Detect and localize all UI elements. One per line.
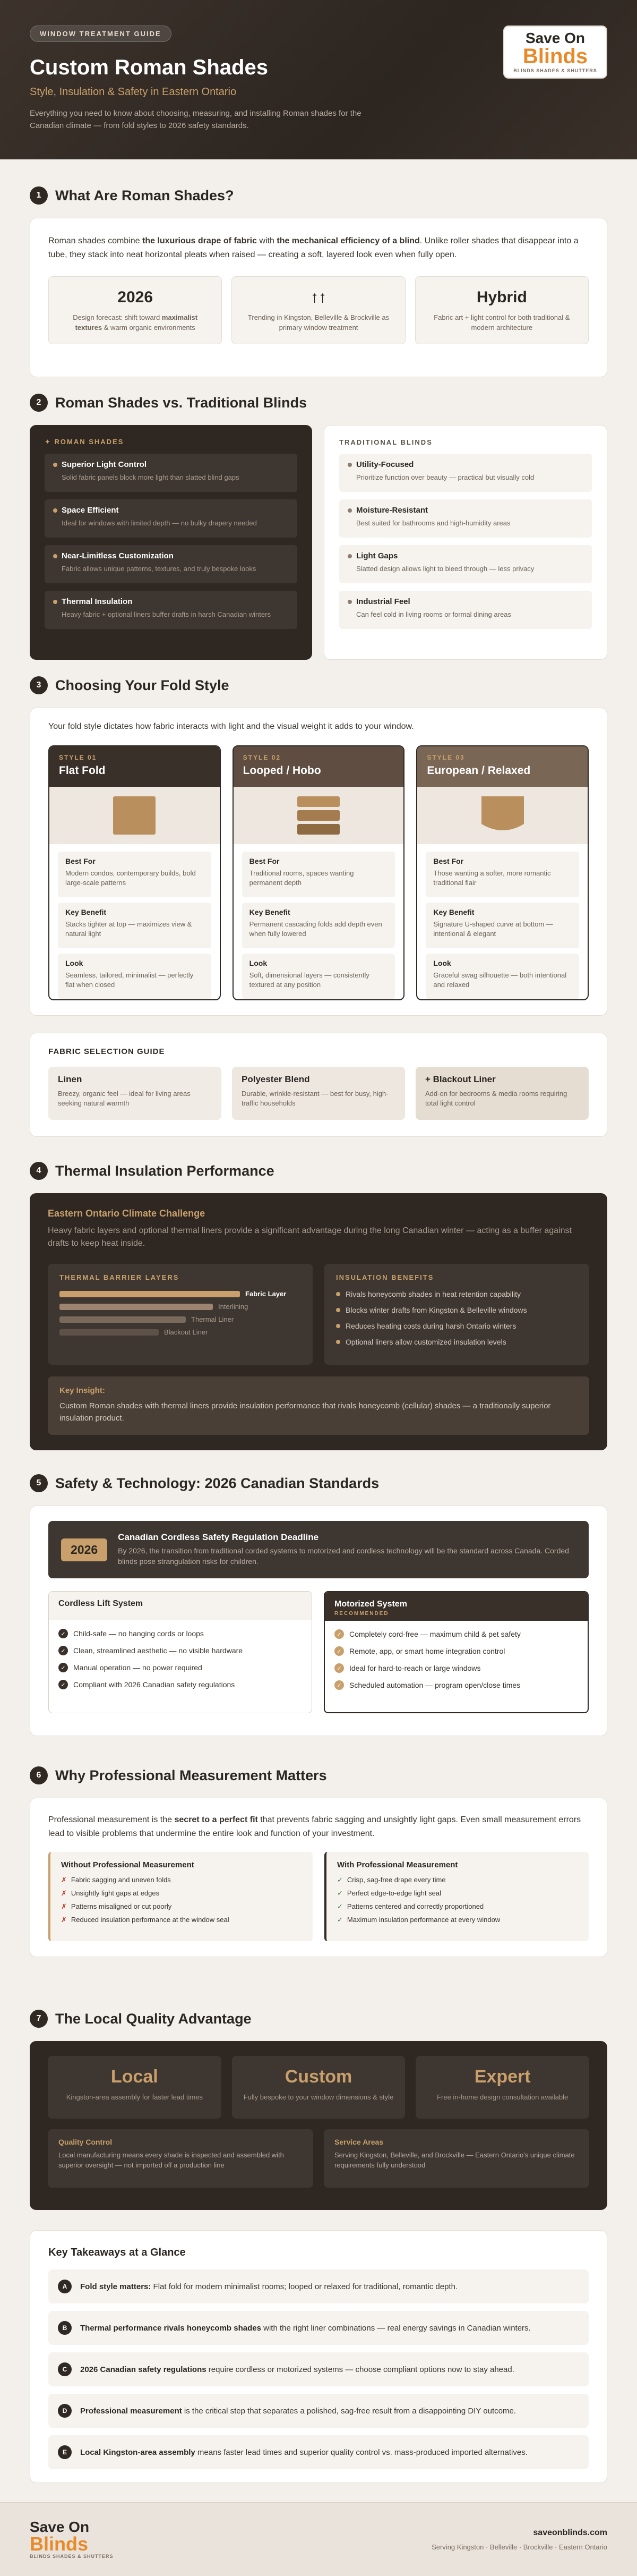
feature-item: Space Efficient Ideal for windows with limited depth — no bulky drapery needed (45, 499, 297, 538)
stat-card (48, 276, 222, 344)
bullet-icon (53, 508, 57, 513)
thermal-layers-box: THERMAL BARRIER LAYERS Fabric Layer Interlining Thermal Liner Blackout Liner (48, 1264, 313, 1365)
bullet-icon (348, 600, 352, 604)
check-icon: ✓ (337, 1916, 343, 1924)
advantage-stat: Local Kingston-area assembly for faster lead times (48, 2056, 221, 2119)
brand-logo[interactable] (503, 25, 607, 79)
section-title: The Local Quality Advantage (55, 2010, 252, 2027)
section-measurement (30, 1765, 607, 1957)
cross-icon: ✗ (61, 1889, 67, 1898)
check-icon: ✓ (58, 1629, 68, 1638)
fabric-option-blackout[interactable]: + Blackout Liner Add-on for bedrooms & media rooms requiring total light control (416, 1067, 589, 1120)
check-icon: ✓ (58, 1646, 68, 1655)
advantage-stats (48, 2056, 589, 2119)
feature-item: Light Gaps Slatted design allows light to bleed through — less privacy (339, 545, 592, 583)
stat-card (231, 276, 405, 344)
measurement-card (30, 1798, 607, 1957)
traditional-blinds-column (324, 425, 607, 660)
section-number: 5 (30, 1474, 48, 1492)
layer-label: Interlining (218, 1303, 248, 1311)
logo-text-main: Blinds (522, 45, 588, 68)
stat-caption: Design forecast: shift toward maximalist textures & warm organic environments (73, 313, 198, 332)
with-pro-list: With Professional Measurement ✓ Crisp, sag-free drape every time ✓ Perfect edge-to-edge light seal ✓ Patterns centered and correctly proportioned ✓ Maximum insulation performance at every window (324, 1852, 589, 1941)
style-cards (48, 745, 589, 1000)
check-icon: ✓ (334, 1663, 344, 1673)
feature-item: Industrial Feel Can feel cold in living rooms or formal dining areas (339, 591, 592, 629)
takeaway-item: D Professional measurement is the critical step that separates a polished, sag-free result from a disappointing DIY outcome. (48, 2394, 589, 2428)
advantage-stat: Custom Fully bespoke to your window dimensions & style (232, 2056, 406, 2119)
banner-desc: By 2026, the transition from traditional corded systems to motorized and cordless technology will be the standard across Canada. Corded blinds pose strangulation risks for children. (118, 1546, 569, 1566)
stat-row (48, 276, 589, 344)
comparison-columns (30, 425, 607, 660)
section-title: Safety & Technology: 2026 Canadian Standards (55, 1475, 380, 1491)
section-safety (30, 1473, 607, 1736)
section-title: What Are Roman Shades? (55, 187, 234, 203)
column-label: TRADITIONAL BLINDS (339, 438, 433, 446)
climate-challenge-title: Eastern Ontario Climate Challenge (48, 1208, 205, 1219)
check-icon: ✓ (334, 1629, 344, 1639)
feature-item: Thermal Insulation Heavy fabric + optional liners buffer drafts in harsh Canadian winters (45, 591, 297, 629)
bullet-icon (336, 1324, 340, 1328)
hero-header (0, 0, 637, 159)
takeaway-item: A Fold style matters: Flat fold for modern minimalist rooms; looped or relaxed for traditional, romantic depth. (48, 2269, 589, 2303)
feature-item: Moisture-Resistant Best suited for bathrooms and high-humidity areas (339, 499, 592, 538)
feature-item: Superior Light Control Solid fabric panels block more light than slatted blind gaps (45, 454, 297, 492)
section-heading (30, 392, 607, 413)
column-label: ✦ ROMAN SHADES (45, 438, 124, 446)
thermal-card (30, 1193, 607, 1450)
section-number: 6 (30, 1766, 48, 1784)
benefit-item: Optional liners allow customized insulation levels (336, 1338, 578, 1346)
insulation-benefits-box: INSULATION BENEFITS Rivals honeycomb shades in heat retention capability Blocks winter drafts from Kingston & Belleville windows Reduces heating costs during harsh Ontario winters Optional liners allow customized insulation levels (324, 1264, 589, 1365)
layer-row (59, 1315, 301, 1323)
section-what-are-roman-shades (30, 185, 607, 377)
check-icon: ✓ (58, 1663, 68, 1672)
fabric-guide-card (30, 1033, 607, 1137)
cordless-option[interactable]: Cordless Lift System ✓ Child-safe — no hanging cords or loops ✓ Clean, streamlined aesthetic — no visible hardware ✓ Manual operation — no power required ✓ Compliant with 2026 Canadian safety regulations (48, 1591, 312, 1713)
section-comparison (30, 392, 607, 660)
section-heading (30, 2008, 607, 2029)
style-card-european[interactable]: STYLE 03 European / Relaxed Best For Those wanting a softer, more romantic traditional flair Key Benefit Signature U-shaped curve at bottom — intentional & elegant Look Graceful swag silhouette — both intentional and relaxed (416, 745, 589, 1000)
fabric-option-linen[interactable]: Linen Breezy, organic feel — ideal for living areas seeking natural warmth (48, 1067, 221, 1120)
page-footer (0, 2502, 637, 2576)
bullet-icon (348, 508, 352, 513)
style-card-flat-fold[interactable]: STYLE 01 Flat Fold Best For Modern condos, contemporary builds, bold large-scale patterns Key Benefit Stacks tighter at top — maximizes view & natural light Look Seamless, tailored, minimalist — perfectly flat when closed (48, 745, 221, 1000)
thermal-grid (48, 1264, 589, 1365)
layer-bar (59, 1304, 213, 1310)
takeaway-item: E Local Kingston-area assembly means faster lead times and superior quality control vs. mass-produced imported alternatives. (48, 2435, 589, 2469)
style-card-looped[interactable]: STYLE 02 Looped / Hobo Best For Traditional rooms, spaces wanting permanent depth Key Benefit Permanent cascading folds add depth even when fully lowered Look Soft, dimensional layers — consistently textured at any position (233, 745, 405, 1000)
layer-label: Blackout Liner (164, 1328, 208, 1336)
bullet-icon (336, 1292, 340, 1296)
takeaway-item: C 2026 Canadian safety regulations require cordless or motorized systems — choose compliant options now to stay ahead. (48, 2352, 589, 2386)
bullet-icon (53, 600, 57, 604)
key-insight: Key Insight: Custom Roman shades with thermal liners provide insulation performance that rivals honeycomb (cellular) shades — a traditionally superior insulation product. (48, 1376, 589, 1435)
benefit-item: Rivals honeycomb shades in heat retention capability (336, 1290, 578, 1298)
measurement-intro: Professional measurement is the secret to a perfect fit that prevents fabric sagging and unsightly light gaps. Even small measurement errors lead to visible problems that undermine the entire look and function of your investment. (48, 1815, 581, 1838)
section-heading (30, 185, 607, 206)
section-title: Why Professional Measurement Matters (55, 1767, 327, 1783)
page-title: Custom Roman Shades (30, 56, 268, 79)
fold-intro: Your fold style dictates how fabric interacts with light and the visual weight it adds to your window. (48, 722, 414, 731)
layer-label: Fabric Layer (245, 1290, 287, 1298)
section-number: 2 (30, 394, 48, 412)
stat-card (415, 276, 589, 344)
fabric-options (48, 1067, 589, 1120)
roman-shades-column (30, 425, 312, 660)
bullet-icon (53, 554, 57, 558)
banner-title: Canadian Cordless Safety Regulation Deadline (118, 1532, 319, 1543)
stat-caption: Fabric art + light control for both traditional & modern architecture (434, 313, 570, 332)
layer-row (59, 1328, 301, 1336)
feature-item: Near-Limitless Customization Fabric allows unique patterns, textures, and truly bespoke looks (45, 545, 297, 583)
section-local-quality (30, 2008, 607, 2210)
layer-bar (59, 1329, 159, 1336)
check-icon: ✓ (337, 1902, 343, 1911)
logo-tagline: BLINDS SHADES & SHUTTERS (513, 68, 597, 73)
quality-control-box: Quality Control Local manufacturing means every shade is inspected and assembled with superior oversight — not imported off a production line (48, 2129, 313, 2188)
website-link[interactable]: saveonblinds.com (533, 2528, 607, 2537)
layer-label: Thermal Liner (191, 1315, 234, 1323)
check-icon: ✓ (334, 1680, 344, 1690)
fabric-option-polyester[interactable]: Polyester Blend Durable, wrinkle-resistant — best for busy, high-traffic households (232, 1067, 405, 1120)
section-number: 7 (30, 2010, 48, 2028)
section-heading (30, 1473, 607, 1494)
section-thermal (30, 1160, 607, 1450)
local-quality-card (30, 2041, 607, 2210)
feature-item: Utility-Focused Prioritize function over beauty — practical but visually cold (339, 454, 592, 492)
looped-fold-icon (234, 787, 404, 844)
regulation-banner (48, 1521, 589, 1578)
without-pro-list: Without Professional Measurement ✗ Fabric sagging and uneven folds ✗ Unsightly light gaps at edges ✗ Patterns misaligned or cut poorly ✗ Reduced insulation performance at the window seal (48, 1852, 313, 1941)
check-icon: ✓ (334, 1646, 344, 1656)
logo-text-top: Save On (525, 30, 586, 46)
bullet-icon (348, 554, 352, 558)
layer-bar (59, 1291, 240, 1297)
check-icon: ✓ (58, 1680, 68, 1689)
layer-row (59, 1303, 301, 1311)
section-heading (30, 1765, 607, 1786)
stat-caption: Trending in Kingston, Belleville & Brockville as primary window treatment (247, 313, 390, 332)
fold-styles-card (30, 708, 607, 1016)
check-icon: ✓ (337, 1889, 343, 1898)
section-title: Thermal Insulation Performance (55, 1162, 274, 1179)
section-number: 3 (30, 676, 48, 694)
section-heading (30, 1160, 607, 1181)
guide-tag: WINDOW TREATMENT GUIDE (30, 25, 171, 42)
bullet-icon (336, 1340, 340, 1344)
stat-value: 2026 (117, 288, 153, 307)
stat-value: Hybrid (476, 288, 527, 307)
takeaway-item: B Thermal performance rivals honeycomb shades with the right liner combinations — real energy savings in Canadian winters. (48, 2311, 589, 2345)
check-icon: ✓ (337, 1876, 343, 1884)
section-fold-styles (30, 675, 607, 1137)
advantage-stat: Expert Free in-home design consultation available (416, 2056, 589, 2119)
bullet-icon (53, 463, 57, 467)
measurement-comparison (48, 1852, 589, 1941)
cross-icon: ✗ (61, 1876, 67, 1884)
benefit-item: Reduces heating costs during harsh Ontario winters (336, 1322, 578, 1330)
cross-icon: ✗ (61, 1902, 67, 1911)
section-number: 4 (30, 1162, 48, 1180)
fabric-guide-title: FABRIC SELECTION GUIDE (48, 1047, 165, 1056)
relaxed-fold-icon (417, 787, 588, 844)
takeaways-card (30, 2230, 607, 2483)
motorized-option[interactable]: Motorized System RECOMMENDED ✓ Completely cord-free — maximum child & pet safety ✓ Remote, app, or smart home integration control ✓ Ideal for hard-to-reach or large windows ✓ Scheduled automation — program open/close times (324, 1591, 589, 1713)
page-description: Everything you need to know about choosing, measuring, and installing Roman shades for the Canadian climate — from fold styles to 2026 safety standards. (30, 109, 361, 130)
trending-up-icon: ↑↑ (310, 288, 326, 307)
section-title: Choosing Your Fold Style (55, 677, 229, 693)
intro-card (30, 218, 607, 377)
bullet-icon (348, 463, 352, 467)
service-areas-box: Service Areas Serving Kingston, Belleville, and Brockville — Eastern Ontario's unique climate requirements fully understood (324, 2129, 589, 2188)
layer-bars (59, 1290, 301, 1336)
advantage-details (48, 2129, 589, 2188)
layer-bar (59, 1316, 186, 1323)
section-number: 1 (30, 186, 48, 205)
bullet-icon (336, 1308, 340, 1312)
section-title: Roman Shades vs. Traditional Blinds (55, 394, 307, 411)
service-areas-text: Serving Kingston · Belleville · Brockville · Eastern Ontario (432, 2543, 607, 2551)
section-heading (30, 675, 607, 696)
footer-logo[interactable]: Save On Blinds BLINDS SHADES & SHUTTERS (30, 2519, 114, 2559)
cross-icon: ✗ (61, 1916, 67, 1924)
flat-fold-icon (49, 787, 220, 844)
benefit-item: Blocks winter drafts from Kingston & Belleville windows (336, 1306, 578, 1314)
layer-row (59, 1290, 301, 1298)
lift-system-options (48, 1591, 589, 1713)
page-subtitle: Style, Insulation & Safety in Eastern Ontario (30, 86, 237, 98)
takeaways-title: Key Takeaways at a Glance (48, 2247, 186, 2258)
recommended-badge: RECOMMENDED (334, 1611, 389, 1617)
year-badge: 2026 (61, 1538, 107, 1561)
climate-challenge-desc: Heavy fabric layers and optional thermal liners provide a significant advantage during the long Canadian winter — acting as a buffer against drafts to keep heat inside. (48, 1226, 572, 1248)
safety-card (30, 1506, 607, 1736)
intro-text: Roman shades combine the luxurious drape of fabric with the mechanical efficiency of a blind. Unlike roller shades that disappear into a tube, they stack into neat horizontal pleats when raised — creating a soft, layered look even when fully open. (48, 236, 579, 259)
